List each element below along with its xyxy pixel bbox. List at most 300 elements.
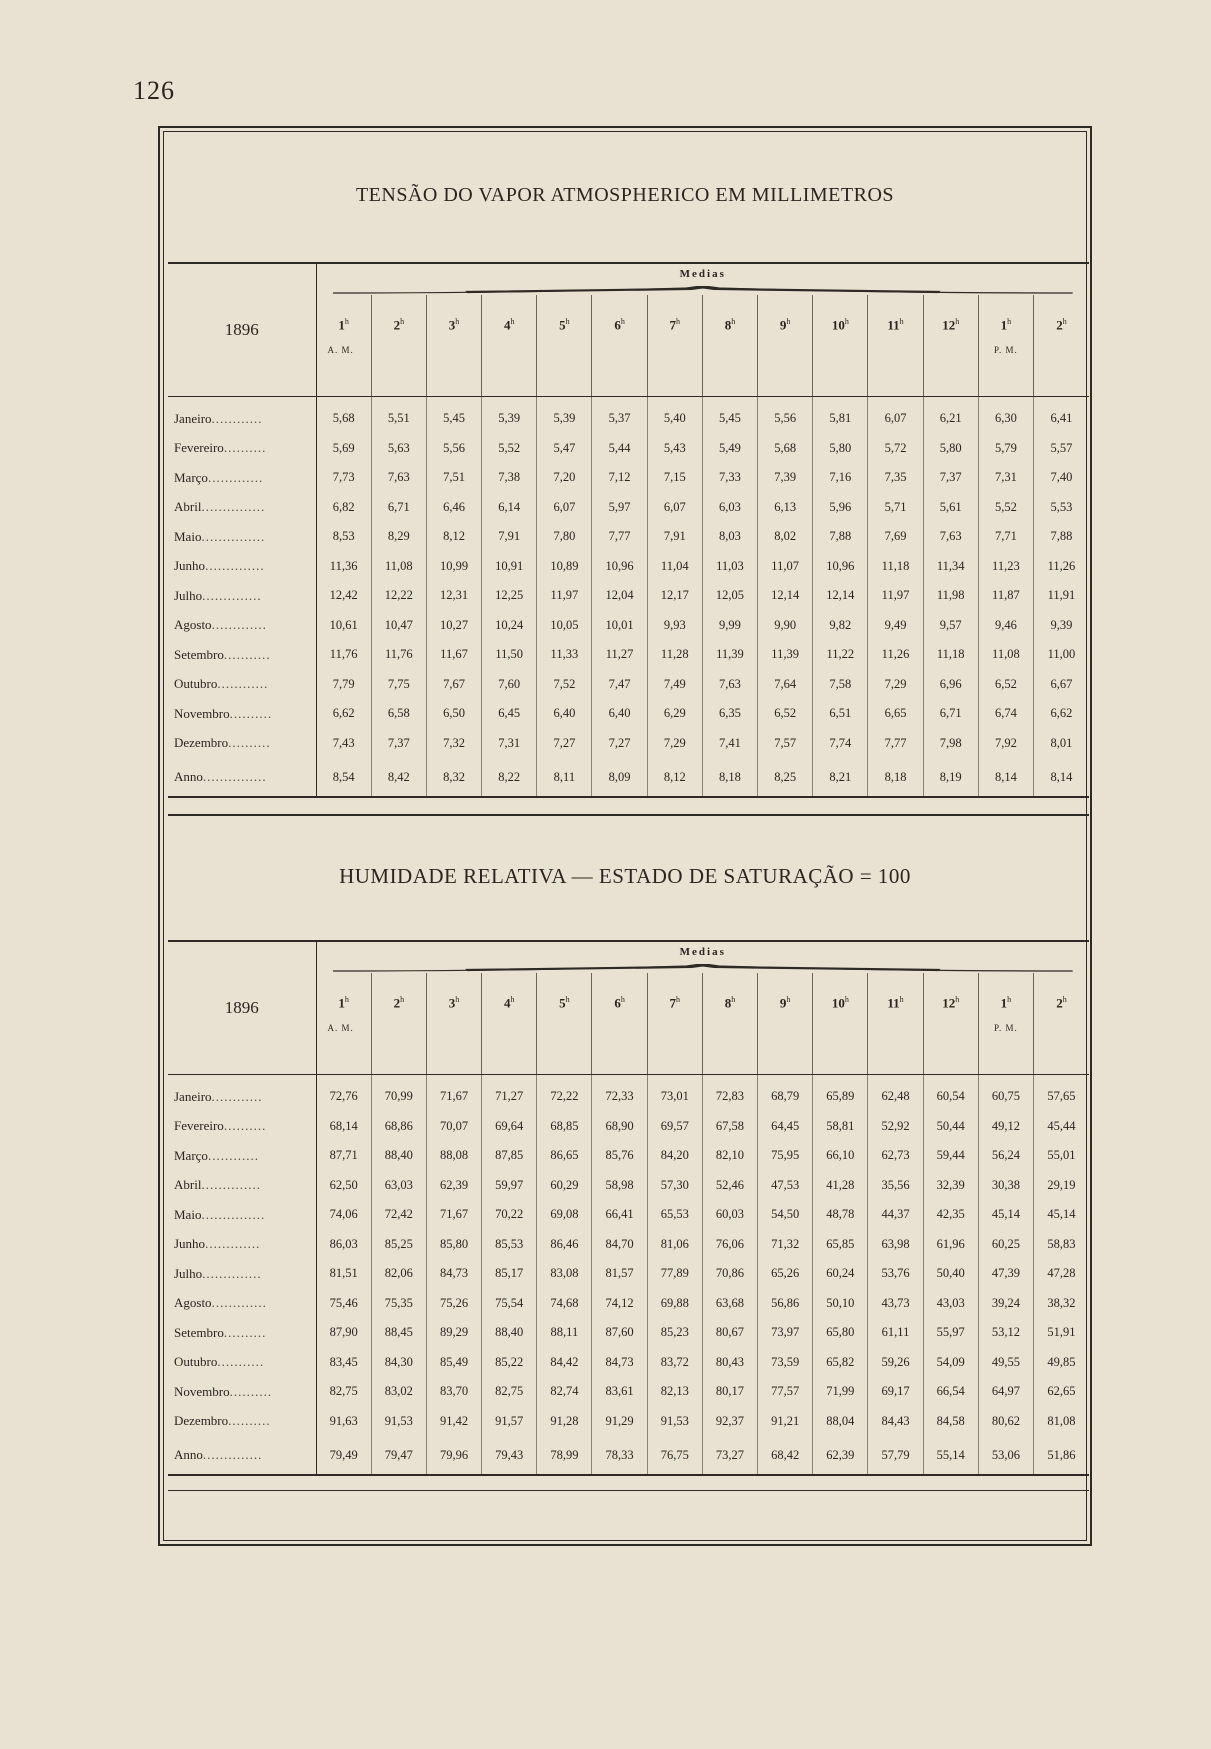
table-row [168,1112,1089,1142]
value-cell: 8,12 [426,522,481,552]
leader-dots: .......... [223,1324,267,1340]
value-cell: 60,03 [702,1200,757,1230]
value-cell: 68,85 [537,1112,592,1142]
month-name: Junho [174,558,206,574]
value-cell: 51,91 [1047,1325,1076,1340]
hour-header [537,973,592,1075]
leader-dots: .............. [202,1265,262,1281]
value-cell: 6,58 [371,699,426,729]
value-cell: 8,01 [1050,735,1073,750]
value-cell: 68,79 [758,1075,813,1112]
value-cell: 65,26 [758,1259,813,1289]
value-cell: 12,04 [592,581,647,611]
value-cell: 85,23 [647,1318,702,1348]
value-cell: 84,20 [647,1141,702,1171]
leader-dots: ............ [207,1147,259,1163]
value-cell: 45,44 [1047,1118,1076,1133]
value-cell: 7,41 [702,729,757,759]
month-label [168,397,316,434]
value-cell: 6,96 [923,670,978,700]
hour-suffix: h [400,995,405,1004]
month-name: Julho [174,1265,203,1281]
leader-dots: .............. [201,1177,261,1193]
hour-suffix: h [786,995,791,1004]
value-cell: 76,75 [647,1436,702,1475]
hour-number: 2 [1056,317,1063,333]
value-cell: 7,12 [592,463,647,493]
value-cell: 7,15 [647,463,702,493]
year-header: 1896 [168,263,316,397]
hour-header [813,973,868,1075]
value-cell: 7,80 [537,522,592,552]
month-name: Novembro [174,1383,230,1399]
value-cell: 48,78 [813,1200,868,1230]
hour-number: 12 [942,995,956,1011]
value-cell: 85,25 [371,1230,426,1260]
leader-dots: ............... [201,1206,266,1222]
value-cell: 81,08 [1047,1413,1076,1428]
value-cell: 65,89 [813,1075,868,1112]
value-cell: 91,53 [647,1407,702,1437]
value-cell: 7,77 [592,522,647,552]
value-cell: 7,40 [1050,470,1073,485]
month-name: Julho [174,587,203,603]
leader-dots: .......... [228,1413,271,1429]
value-cell: 5,61 [923,493,978,523]
value-cell: 52,92 [868,1112,923,1142]
value-cell: 5,69 [316,434,371,464]
value-cell: 7,75 [371,670,426,700]
value-cell: 59,97 [482,1171,537,1201]
value-cell: 69,57 [647,1112,702,1142]
hour-number: 8 [724,317,732,333]
value-cell: 83,02 [371,1377,426,1407]
value-cell: 58,98 [592,1171,647,1201]
value-cell: 7,52 [537,670,592,700]
hour-header [923,973,978,1075]
leader-dots: ........... [217,1354,265,1370]
value-cell: 7,27 [592,729,647,759]
value-cell: 84,42 [537,1348,592,1378]
value-cell: 8,12 [647,758,702,797]
table-row [168,1348,1089,1378]
value-cell: 70,86 [702,1259,757,1289]
value-cell: 6,07 [647,493,702,523]
value-cell: 6,29 [647,699,702,729]
hour-number: 11 [887,995,900,1011]
value-cell: 6,13 [758,493,813,523]
value-cell: 72,33 [592,1075,647,1112]
hour-suffix: h [510,317,515,326]
value-cell: 73,27 [702,1436,757,1475]
month-name: Outubro [174,676,218,692]
value-cell: 8,09 [592,758,647,797]
month-label [168,729,316,759]
value-cell: 6,51 [813,699,868,729]
value-cell: 51,86 [1047,1447,1076,1462]
value-cell: 85,17 [482,1259,537,1289]
value-cell: 70,99 [371,1075,426,1112]
table-row [168,670,1089,700]
value-cell: 71,99 [813,1377,868,1407]
value-cell: 6,71 [371,493,426,523]
month-label [168,1112,316,1142]
value-cell: 5,45 [426,397,481,434]
table-row [168,493,1089,523]
month-label [168,434,316,464]
value-cell: 66,10 [813,1141,868,1171]
value-cell: 62,73 [868,1141,923,1171]
value-cell: 71,67 [426,1075,481,1112]
hour-suffix: h [676,317,680,326]
leader-dots: ............... [201,499,266,515]
value-cell: 12,14 [758,581,813,611]
value-cell: 10,61 [316,611,371,641]
value-cell: 6,65 [868,699,923,729]
value-cell: 11,26 [1047,558,1076,573]
value-cell: 47,28 [1047,1266,1076,1281]
value-cell: 8,18 [868,758,923,797]
hour-header [923,295,978,397]
hour-number: 9 [779,317,787,333]
value-cell: 7,37 [923,463,978,493]
hour-number: 2 [393,317,401,333]
value-cell: 91,53 [371,1407,426,1437]
value-cell: 84,30 [371,1348,426,1378]
value-cell: 7,38 [482,463,537,493]
page-number: 126 [133,76,175,105]
hour-suffix: h [731,995,736,1004]
month-name: Fevereiro [174,1118,224,1134]
value-cell: 86,03 [316,1230,371,1260]
value-cell: 5,80 [923,434,978,464]
value-cell: 57,79 [868,1436,923,1475]
value-cell: 11,36 [316,552,371,582]
hour-suffix: h [676,995,680,1004]
value-cell: 6,74 [978,699,1033,729]
value-cell: 49,55 [978,1348,1033,1378]
value-cell: 5,52 [978,493,1033,523]
hour-number: 5 [559,995,566,1011]
value-cell: 7,29 [868,670,923,700]
value-cell: 80,67 [702,1318,757,1348]
hour-suffix: h [955,995,960,1004]
value-cell: 9,93 [647,611,702,641]
month-name: Abril [174,1177,202,1193]
value-cell: 75,95 [758,1141,813,1171]
hour-header [978,295,1033,397]
value-cell: 7,35 [868,463,923,493]
value-cell: 58,81 [813,1112,868,1142]
month-name: Outubro [174,1354,218,1370]
value-cell: 10,89 [537,552,592,582]
hour-number: 10 [831,317,845,333]
leader-dots: ............. [205,1236,261,1252]
leader-dots: ............ [211,410,263,426]
value-cell: 47,53 [758,1171,813,1201]
value-cell: 5,47 [537,434,592,464]
hour-header [482,295,537,397]
value-cell: 83,08 [537,1259,592,1289]
value-cell: 5,56 [426,434,481,464]
table-row [168,1407,1089,1437]
value-cell: 7,88 [813,522,868,552]
value-cell: 12,17 [647,581,702,611]
tension-table [168,262,1089,798]
value-cell: 92,37 [702,1407,757,1437]
hour-number: 10 [831,995,845,1011]
value-cell: 82,13 [647,1377,702,1407]
value-cell: 69,64 [482,1112,537,1142]
hour-header [426,973,481,1075]
value-cell: 8,32 [426,758,481,797]
value-cell: 84,58 [923,1407,978,1437]
value-cell: 6,46 [426,493,481,523]
hour-header [1033,973,1089,1075]
table-row [168,758,1089,797]
value-cell: 68,14 [316,1112,371,1142]
hour-number: 1 [1000,995,1008,1011]
month-name: Agosto [174,1295,212,1311]
medias-label: Medias [679,946,726,958]
hour-suffix: h [899,317,904,326]
value-cell: 5,49 [702,434,757,464]
value-cell: 6,52 [978,670,1033,700]
leader-dots: ............. [207,469,264,485]
value-cell: 8,22 [482,758,537,797]
value-cell: 87,90 [316,1318,371,1348]
value-cell: 10,91 [482,552,537,582]
hour-period: A. M. [327,1023,354,1034]
hour-suffix: h [620,995,625,1004]
value-cell: 49,85 [1047,1354,1076,1369]
section-divider [168,814,1089,816]
value-cell: 11,97 [868,581,923,611]
value-cell: 91,29 [592,1407,647,1437]
month-label [168,699,316,729]
value-cell: 5,37 [592,397,647,434]
hour-header [592,973,647,1075]
value-cell: 77,89 [647,1259,702,1289]
value-cell: 63,98 [868,1230,923,1260]
medias-header [316,941,1089,973]
value-cell: 54,09 [923,1348,978,1378]
month-label [168,1377,316,1407]
humidity-table [168,940,1089,1476]
hour-number: 8 [724,995,732,1011]
value-cell: 71,32 [758,1230,813,1260]
hour-suffix: h [844,317,849,326]
value-cell: 56,24 [978,1141,1033,1171]
value-cell: 11,23 [978,552,1033,582]
value-cell: 45,14 [978,1200,1033,1230]
value-cell: 65,85 [813,1230,868,1260]
value-cell: 88,40 [371,1141,426,1171]
medias-brace [333,964,1073,972]
value-cell: 7,91 [482,522,537,552]
value-cell: 69,17 [868,1377,923,1407]
value-cell: 7,74 [813,729,868,759]
month-name: Dezembro [174,1413,229,1429]
value-cell: 7,49 [647,670,702,700]
month-label [168,552,316,582]
leader-dots: ............... [202,769,267,784]
hour-suffix: h [955,317,960,326]
value-cell: 42,35 [923,1200,978,1230]
value-cell: 7,69 [868,522,923,552]
value-cell: 6,14 [482,493,537,523]
table-row [168,1230,1089,1260]
hour-suffix: h [1062,317,1067,326]
value-cell: 85,80 [426,1230,481,1260]
value-cell: 87,71 [316,1141,371,1171]
year-header: 1896 [168,941,316,1075]
leader-dots: .............. [202,587,262,603]
value-cell: 7,31 [978,463,1033,493]
value-cell: 11,91 [1047,588,1076,603]
value-cell: 74,68 [537,1289,592,1319]
hour-header [702,295,757,397]
value-cell: 8,53 [316,522,371,552]
value-cell: 7,63 [702,670,757,700]
value-cell: 7,57 [758,729,813,759]
value-cell: 82,06 [371,1259,426,1289]
hour-suffix: h [1007,995,1012,1004]
month-label [168,463,316,493]
month-label [168,670,316,700]
leader-dots: .......... [229,705,273,721]
value-cell: 9,90 [758,611,813,641]
value-cell: 7,37 [371,729,426,759]
value-cell: 5,79 [978,434,1033,464]
value-cell: 81,57 [592,1259,647,1289]
month-label [168,1289,316,1319]
value-cell: 8,25 [758,758,813,797]
value-cell: 6,40 [537,699,592,729]
table-row [168,552,1089,582]
table-row [168,1075,1089,1112]
value-cell: 7,79 [316,670,371,700]
leader-dots: .......... [229,1383,273,1399]
value-cell: 5,68 [758,434,813,464]
value-cell: 12,31 [426,581,481,611]
hour-number: 6 [614,995,621,1011]
value-cell: 49,12 [978,1112,1033,1142]
hour-header [647,973,702,1075]
value-cell: 7,67 [426,670,481,700]
value-cell: 6,03 [702,493,757,523]
value-cell: 12,05 [702,581,757,611]
leader-dots: .......... [223,1118,267,1134]
value-cell: 73,97 [758,1318,813,1348]
value-cell: 62,48 [868,1075,923,1112]
value-cell: 10,01 [592,611,647,641]
value-cell: 12,14 [813,581,868,611]
value-cell: 60,24 [813,1259,868,1289]
value-cell: 11,39 [702,640,757,670]
value-cell: 11,98 [923,581,978,611]
hour-suffix: h [786,317,791,326]
value-cell: 7,98 [923,729,978,759]
month-name: Setembro [174,1324,224,1340]
month-label [168,1171,316,1201]
hour-number: 11 [887,317,900,333]
value-cell: 91,21 [758,1407,813,1437]
month-name: Janeiro [174,410,212,426]
hour-header [482,973,537,1075]
month-name: Maio [174,528,202,544]
table-row [168,1141,1089,1171]
value-cell: 11,08 [978,640,1033,670]
table-row [168,1259,1089,1289]
value-cell: 73,01 [647,1075,702,1112]
month-label [168,1348,316,1378]
hour-suffix: h [400,317,405,326]
value-cell: 10,05 [537,611,592,641]
leader-dots: ............ [211,1088,263,1104]
hour-header [758,295,813,397]
month-label [168,640,316,670]
hour-header [702,973,757,1075]
hour-header [868,973,923,1075]
value-cell: 91,63 [316,1407,371,1437]
value-cell: 62,39 [813,1436,868,1475]
value-cell: 83,45 [316,1348,371,1378]
value-cell: 68,42 [758,1436,813,1475]
value-cell: 11,87 [978,581,1033,611]
hour-header [537,295,592,397]
value-cell: 7,47 [592,670,647,700]
value-cell: 62,39 [426,1171,481,1201]
table-row [168,640,1089,670]
value-cell: 11,18 [923,640,978,670]
value-cell: 87,85 [482,1141,537,1171]
value-cell: 35,56 [868,1171,923,1201]
value-cell: 7,91 [647,522,702,552]
month-label [168,1318,316,1348]
table-row [168,1200,1089,1230]
medias-brace [333,286,1073,294]
hour-number: 1 [338,995,345,1011]
value-cell: 85,22 [482,1348,537,1378]
value-cell: 8,29 [371,522,426,552]
value-cell: 9,46 [978,611,1033,641]
month-name: Fevereiro [174,440,224,456]
value-cell: 83,72 [647,1348,702,1378]
hour-number: 4 [503,995,511,1011]
leader-dots: .............. [205,558,265,574]
bottom-rule [168,1490,1089,1491]
value-cell: 83,70 [426,1377,481,1407]
value-cell: 11,27 [592,640,647,670]
value-cell: 7,31 [482,729,537,759]
table-row [168,699,1089,729]
value-cell: 57,30 [647,1171,702,1201]
hour-number: 1 [338,317,345,333]
table-row [168,463,1089,493]
value-cell: 10,24 [482,611,537,641]
hour-suffix: h [455,995,460,1004]
month-name: Março [174,1147,208,1163]
value-cell: 60,25 [978,1230,1033,1260]
value-cell: 8,03 [702,522,757,552]
value-cell: 59,44 [923,1141,978,1171]
value-cell: 8,14 [1050,769,1073,784]
value-cell: 11,50 [482,640,537,670]
value-cell: 8,14 [978,758,1033,797]
table-row [168,611,1089,641]
humidity-title: HUMIDADE RELATIVA — ESTADO DE SATURAÇÃO = 100 [339,864,911,888]
